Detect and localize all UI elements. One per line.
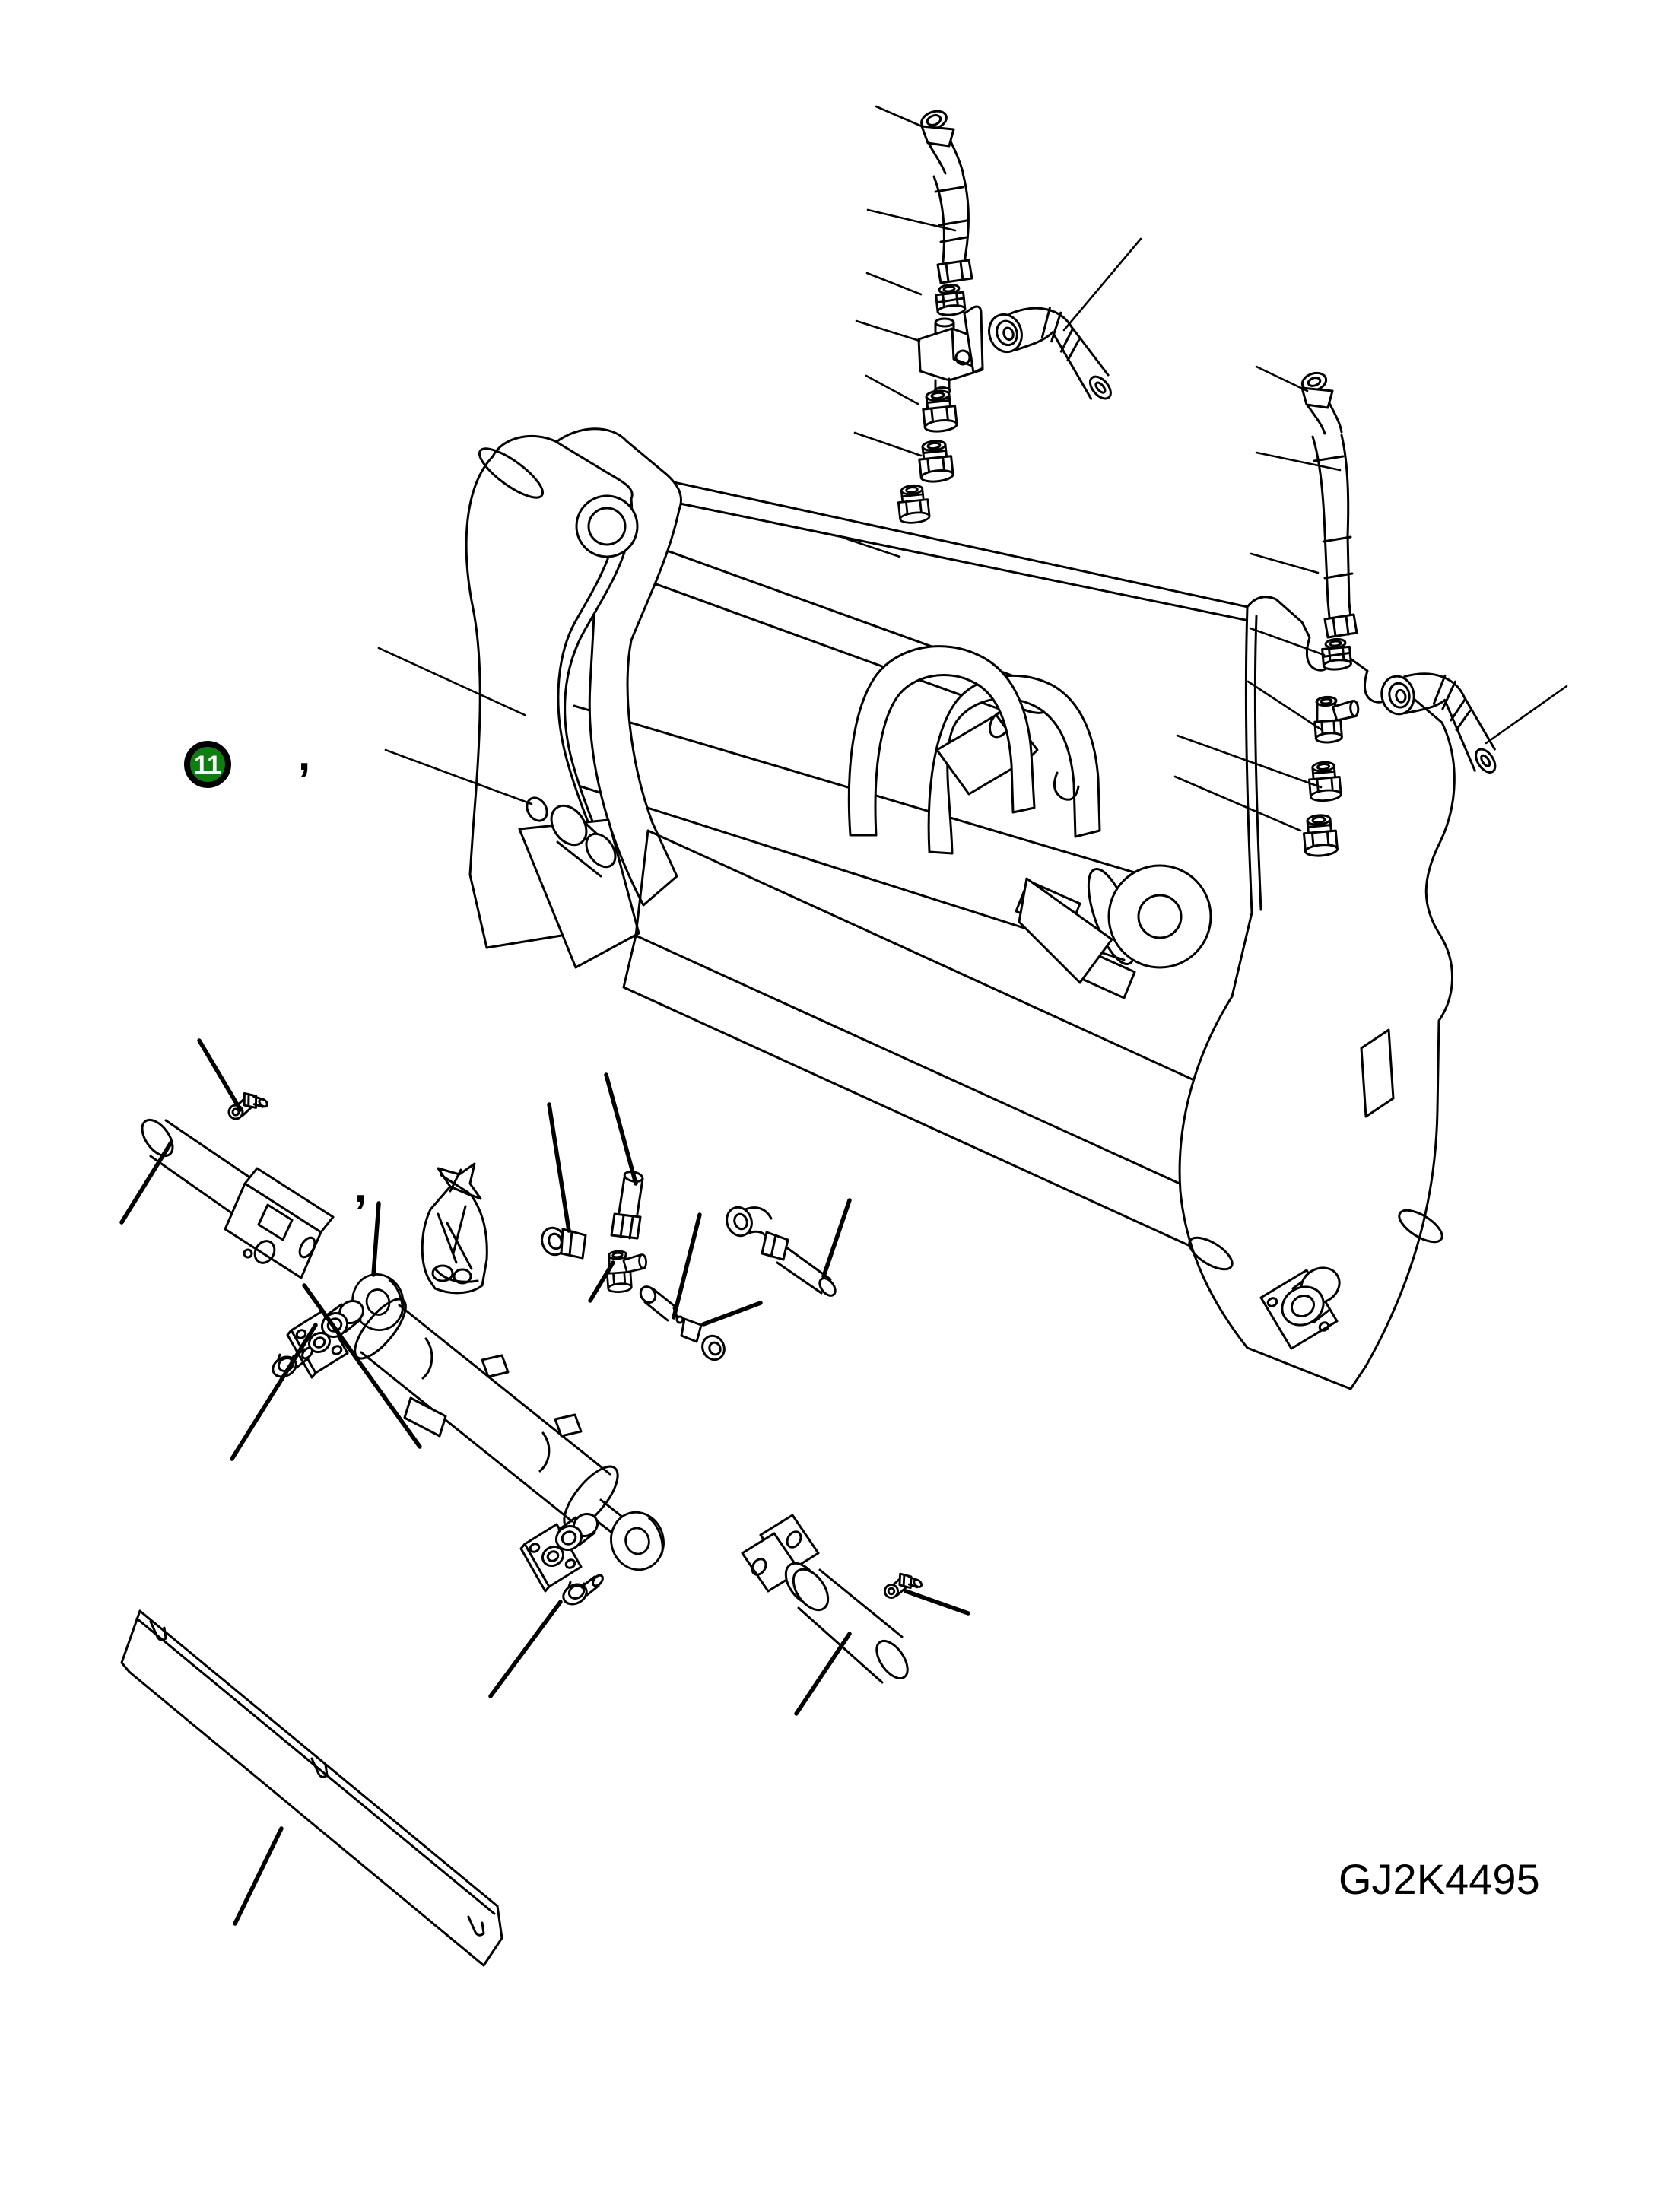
bushing-bottom (552, 1510, 602, 1555)
carrier-frame-weldment (466, 429, 1454, 1389)
figure-code: GJ2K4495 (1339, 1855, 1540, 1903)
adapter-fitting-icon (611, 1171, 643, 1238)
leader-lines-thick (122, 1041, 968, 1924)
callout-badge-11[interactable] (187, 744, 228, 785)
breakaway-valve (919, 307, 983, 395)
nut-fitting-icon (1322, 638, 1351, 670)
comma-separator-1: , (298, 730, 311, 780)
pivot-pin-assembly-left (136, 1088, 333, 1278)
callout-number: 11 (194, 751, 221, 780)
cutting-edge-blade (122, 1611, 502, 1965)
elbow-fitting-icon (538, 1225, 586, 1258)
pivot-pin (136, 1114, 179, 1161)
parts-bag (422, 1164, 487, 1293)
comma-separator-2: , (354, 1162, 367, 1212)
adapter-fitting-icon (921, 389, 957, 433)
adapter-fitting-icon (897, 484, 930, 524)
hose-assembly-top (897, 108, 983, 524)
hose-right-tube (1313, 435, 1351, 618)
flange-bolt-bottom (560, 1574, 605, 1608)
nut-fitting-icon (935, 284, 966, 316)
hydraulic-cylinder (347, 1292, 670, 1575)
elbow-hose-top (983, 304, 1115, 408)
jumper-hose (637, 1284, 728, 1364)
hydraulic-cylinder-assembly (269, 1164, 670, 1608)
adapter-fitting-icon (917, 440, 953, 483)
tee-fitting-icon (605, 1249, 648, 1292)
short-hose-right (722, 1204, 838, 1298)
